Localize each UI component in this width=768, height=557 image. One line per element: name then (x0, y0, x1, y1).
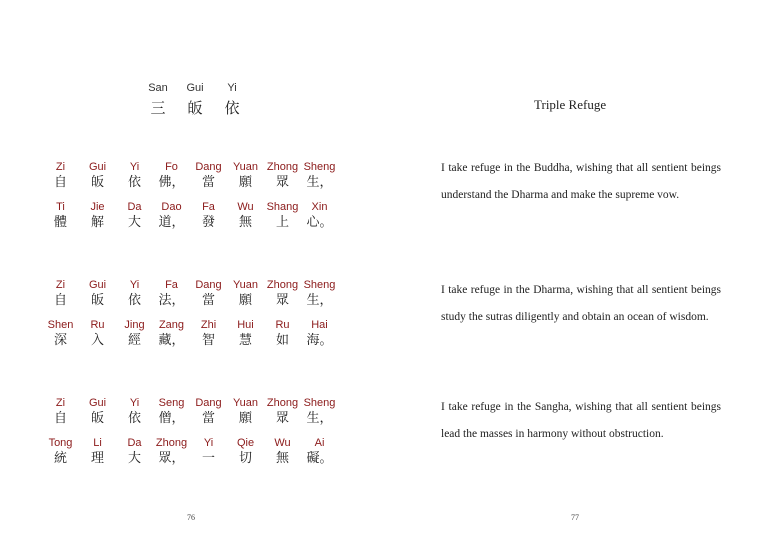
chinese-char: 經 (127, 333, 141, 348)
chinese-char: 切 (238, 451, 252, 466)
pinyin-syllable: Zhi (200, 319, 217, 331)
english-title: Triple Refuge (534, 97, 607, 112)
chinese-char: 無 (238, 215, 252, 230)
pinyin-row (42, 200, 342, 214)
chinese-char: 生， (306, 175, 333, 190)
chinese-char: 僧， (158, 411, 185, 426)
chinese-char: 依 (127, 411, 141, 426)
verse-buddha (42, 160, 342, 232)
chinese-char: 無 (275, 451, 289, 466)
chinese-char: 解 (90, 215, 104, 230)
chinese-char: 理 (90, 451, 104, 466)
pinyin-syllable: Xin (311, 201, 328, 213)
pinyin-row (42, 396, 342, 410)
paragraph-buddha: I take refuge in the Buddha, wishing that all sentient beings understand the Dharma and make the supreme vow. (441, 162, 721, 201)
pinyin-syllable: Sheng (303, 279, 336, 291)
chinese-char: 慧 (238, 333, 252, 348)
chinese-row (42, 174, 342, 192)
pinyin-syllable: Yuan (232, 279, 259, 291)
chinese-char: 眾 (275, 411, 289, 426)
chinese-row (42, 214, 342, 232)
chinese-char: 海。 (306, 333, 333, 348)
chinese-char: 上 (275, 215, 289, 230)
pinyin-syllable: Zi (55, 161, 66, 173)
chinese-row (42, 450, 342, 468)
pinyin-syllable: Da (127, 201, 142, 213)
chinese-char: 如 (275, 333, 289, 348)
pinyin-syllable: Fo (165, 161, 178, 173)
pinyin-syllable: Zhong (155, 437, 188, 449)
chinese-row (42, 332, 342, 350)
chinese-row (42, 292, 342, 310)
title-pinyin-syllable: Yi (227, 82, 237, 94)
pinyin-row (42, 278, 342, 292)
chinese-char: 藏， (158, 333, 185, 348)
pinyin-syllable: Seng (158, 397, 185, 409)
chinese-char: 自 (53, 293, 67, 308)
pinyin-syllable: Gui (88, 397, 107, 409)
pinyin-syllable: Dang (195, 161, 222, 173)
chinese-char: 心。 (306, 215, 333, 230)
chinese-char: 眾 (275, 293, 289, 308)
chinese-char: 大 (127, 451, 141, 466)
pinyin-syllable: Da (127, 437, 142, 449)
title-pinyin-syllable: Gui (186, 82, 204, 94)
chinese-char: 生， (306, 293, 333, 308)
chinese-char: 自 (53, 175, 67, 190)
chinese-char: 依 (127, 293, 141, 308)
chinese-char: 眾， (158, 451, 185, 466)
chinese-char: 依 (127, 175, 141, 190)
pinyin-syllable: Ru (275, 319, 290, 331)
pinyin-row (42, 160, 342, 174)
pinyin-syllable: Jing (124, 319, 145, 331)
pinyin-row (42, 318, 342, 332)
pinyin-syllable: Zhong (266, 161, 299, 173)
pinyin-syllable: Yi (129, 279, 140, 291)
page-number-right: 77 (571, 513, 579, 522)
paragraph-dharma: I take refuge in the Dharma, wishing that all sentient beings study the sutras diligently and obtain an ocean of wisdom. (441, 284, 721, 323)
chinese-char: 皈 (90, 411, 104, 426)
line-gap (42, 428, 342, 436)
pinyin-syllable: Sheng (303, 397, 336, 409)
chinese-char: 礙。 (306, 451, 333, 466)
chinese-char: 自 (53, 411, 67, 426)
pinyin-syllable: Zi (55, 397, 66, 409)
chinese-char: 願 (238, 293, 252, 308)
pinyin-syllable: Zhong (266, 397, 299, 409)
chinese-char: 當 (201, 293, 215, 308)
verse-dharma (42, 278, 342, 350)
pinyin-syllable: Yuan (232, 397, 259, 409)
chinese-char: 皈 (90, 293, 104, 308)
pinyin-syllable: Fa (202, 201, 215, 213)
page-number-left: 76 (187, 513, 195, 522)
pinyin-syllable: Ru (90, 319, 105, 331)
pinyin-syllable: Jie (90, 201, 105, 213)
verse-sangha (42, 396, 342, 468)
pinyin-syllable: Wu (274, 437, 291, 449)
pinyin-syllable: Ti (56, 201, 65, 213)
pinyin-syllable: Shang (266, 201, 299, 213)
pinyin-syllable: Ai (314, 437, 325, 449)
pinyin-syllable: Fa (165, 279, 178, 291)
chinese-char: 統 (53, 451, 67, 466)
chinese-char: 願 (238, 175, 252, 190)
pinyin-syllable: Qie (236, 437, 255, 449)
pinyin-syllable: Gui (88, 279, 107, 291)
chinese-char: 佛， (158, 175, 185, 190)
pinyin-syllable: Wu (237, 201, 254, 213)
title-chinese-char: 三 (150, 99, 166, 117)
chinese-char: 道， (158, 215, 185, 230)
line-gap (42, 310, 342, 318)
title-pinyin-syllable: San (148, 82, 168, 94)
pinyin-syllable: Dang (195, 279, 222, 291)
pinyin-syllable: Yi (129, 397, 140, 409)
pinyin-syllable: Yuan (232, 161, 259, 173)
pinyin-syllable: Dang (195, 397, 222, 409)
chinese-char: 入 (90, 333, 104, 348)
pinyin-syllable: Hui (237, 319, 254, 331)
chinese-char: 法， (158, 293, 185, 308)
chinese-char: 當 (201, 411, 215, 426)
pinyin-syllable: Zang (158, 319, 185, 331)
chinese-char: 大 (127, 215, 141, 230)
chinese-char: 眾 (275, 175, 289, 190)
title-pinyin (140, 82, 250, 94)
line-gap (42, 192, 342, 200)
pinyin-syllable: Shen (47, 319, 74, 331)
right-page (384, 0, 768, 557)
pinyin-syllable: Sheng (303, 161, 336, 173)
chinese-char: 一 (201, 451, 215, 466)
chinese-char: 願 (238, 411, 252, 426)
pinyin-syllable: Hai (311, 319, 328, 331)
chinese-char: 皈 (90, 175, 104, 190)
pinyin-syllable: Yi (203, 437, 214, 449)
paragraph-sangha: I take refuge in the Sangha, wishing that all sentient beings lead the masses in harmony without obstruction. (441, 401, 721, 440)
title-chinese (140, 97, 250, 118)
title-chinese-char: 皈 (187, 99, 203, 117)
chinese-char: 智 (201, 333, 215, 348)
pinyin-syllable: Li (93, 437, 102, 449)
pinyin-syllable: Zi (55, 279, 66, 291)
chinese-char: 生， (306, 411, 333, 426)
title-chinese-char: 依 (224, 99, 240, 117)
chinese-char: 當 (201, 175, 215, 190)
chinese-char: 體 (53, 215, 67, 230)
pinyin-syllable: Zhong (266, 279, 299, 291)
pinyin-syllable: Yi (129, 161, 140, 173)
pinyin-syllable: Tong (48, 437, 73, 449)
pinyin-syllable: Gui (88, 161, 107, 173)
chinese-char: 深 (53, 333, 67, 348)
chinese-char: 發 (201, 215, 215, 230)
chinese-row (42, 410, 342, 428)
pinyin-row (42, 436, 342, 450)
pinyin-syllable: Dao (161, 201, 182, 213)
